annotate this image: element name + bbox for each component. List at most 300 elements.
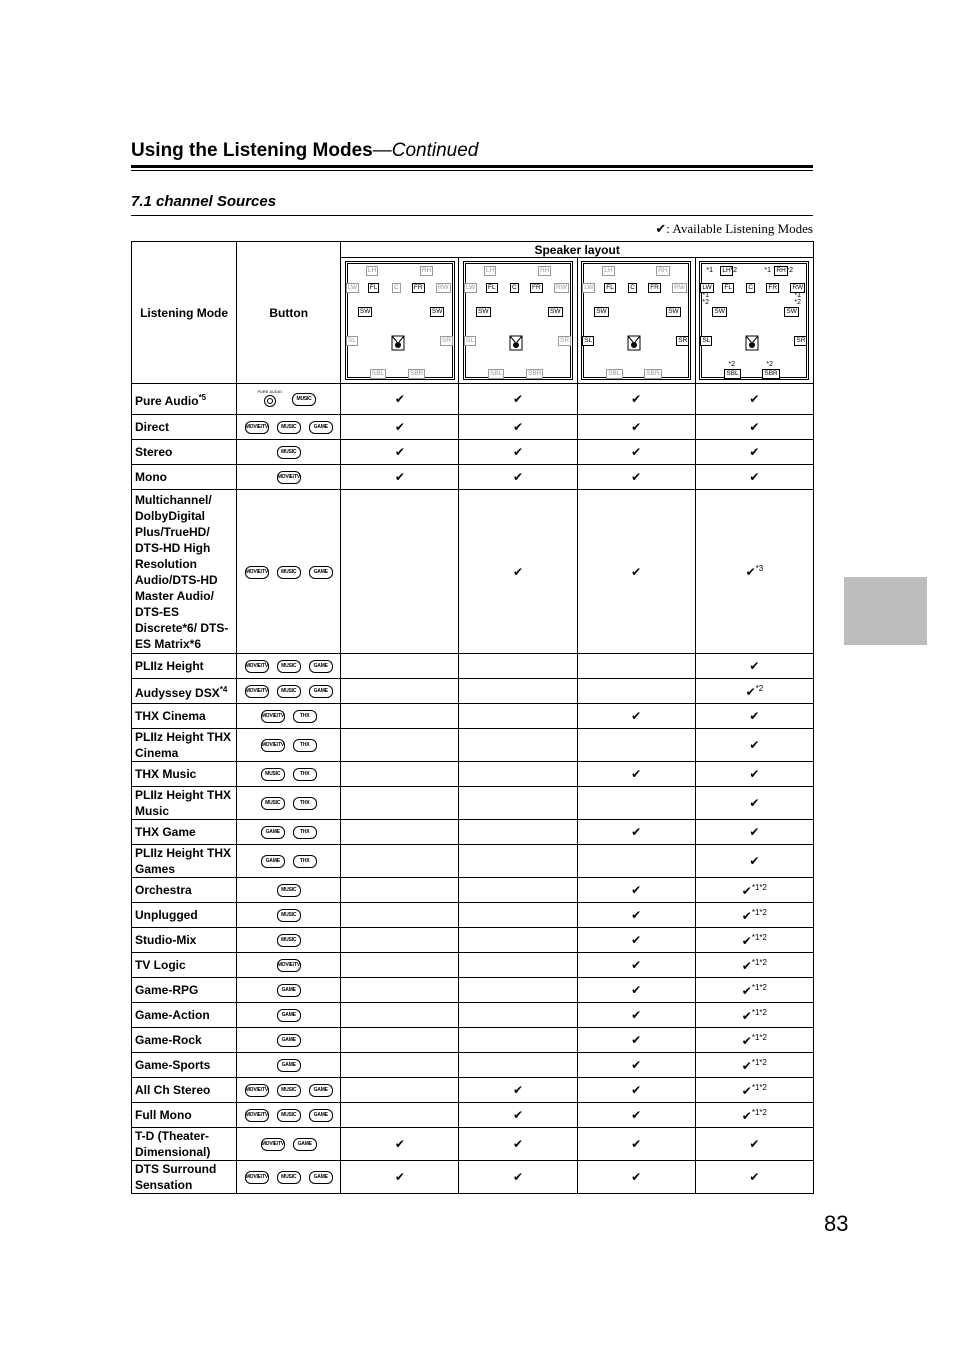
mode-label: Multichannel/ DolbyDigital Plus/TrueHD/ DTS-HD High Resolution Audio/DTS-HD Master Audio/ DTS-ES Discrete*6/ DTS-ES Matrix*6 [135, 492, 229, 651]
availability-cell [459, 787, 577, 820]
table-row [132, 704, 814, 729]
availability-cell [695, 903, 813, 928]
button-cell [237, 1103, 341, 1128]
check-icon: ✔ [631, 983, 642, 997]
availability-cell [577, 762, 695, 787]
speaker-sr: SR [560, 337, 570, 344]
check-icon: ✔ [749, 767, 760, 781]
availability-cell [695, 729, 813, 762]
music-button-icon: MUSIC [277, 446, 301, 459]
availability-cell [695, 415, 813, 440]
check-icon: ✔ [513, 1083, 524, 1097]
check-icon: ✔ [741, 1008, 752, 1023]
availability-cell [459, 1161, 577, 1194]
table-row [132, 1028, 814, 1053]
speaker-sbl: SBL [608, 370, 621, 377]
check-icon: ✔ [631, 709, 642, 723]
availability-cell [341, 845, 459, 878]
check-icon: ✔ [749, 470, 760, 484]
availability-cell [577, 704, 695, 729]
title-continued: —Continued [372, 140, 479, 161]
footnote-mark: *1*2 [751, 957, 767, 967]
availability-cell [341, 928, 459, 953]
availability-cell [577, 845, 695, 878]
mode-name [132, 787, 237, 820]
game-button-icon: GAME [277, 1059, 301, 1072]
availability-cell [577, 1128, 695, 1161]
availability-cell [459, 978, 577, 1003]
thx-button-icon: THX [293, 768, 317, 781]
availability-cell [459, 384, 577, 415]
header-rule-thin [131, 170, 813, 171]
speaker-sw: SW [786, 308, 797, 315]
speaker-sbr: SBR [528, 370, 542, 377]
button-cell [237, 490, 341, 654]
button-cell [237, 845, 341, 878]
speaker-sw: SW [596, 308, 607, 315]
availability-cell [577, 820, 695, 845]
movie-tv-button-icon: MOVIE/TV [245, 1084, 269, 1097]
check-icon: ✔ [513, 1108, 524, 1122]
check-icon: ✔ [631, 825, 642, 839]
pure-audio-button [257, 389, 282, 410]
speaker-rh: RH [421, 267, 432, 274]
speaker-sr: SR [441, 337, 451, 344]
check-icon: ✔ [741, 1083, 752, 1098]
movie-tv-button-icon: MOVIE/TV [245, 1109, 269, 1122]
availability-cell [341, 729, 459, 762]
mode-name [132, 1028, 237, 1053]
music-button-icon: MUSIC [277, 1171, 301, 1184]
check-icon: ✔ [631, 470, 642, 484]
speaker-c: C [393, 284, 399, 291]
availability-cell [341, 415, 459, 440]
mode-label: Studio-Mix [135, 933, 197, 947]
availability-cell [341, 490, 459, 654]
footnote-mark: *1*2 [751, 1107, 767, 1117]
check-icon: ✔ [631, 445, 642, 459]
availability-cell [341, 1161, 459, 1194]
table-row [132, 1161, 814, 1194]
movie-tv-button-icon: MOVIE/TV [277, 471, 301, 484]
check-icon: ✔ [631, 392, 642, 406]
availability-cell [341, 654, 459, 679]
availability-cell [695, 679, 813, 704]
availability-cell [459, 490, 577, 654]
availability-cell [695, 1103, 813, 1128]
availability-cell [695, 465, 813, 490]
table-row [132, 928, 814, 953]
speaker-sbr: SBR [764, 370, 778, 377]
availability-cell [459, 440, 577, 465]
speaker-fr: FR [413, 284, 423, 291]
availability-cell [341, 762, 459, 787]
check-icon: ✔ [394, 1137, 405, 1151]
mode-label: DTS Surround Sensation [135, 1162, 217, 1192]
listener-icon [508, 334, 524, 352]
speaker-lh: LH [722, 267, 731, 274]
check-icon: ✔ [741, 908, 752, 923]
availability-cell [695, 787, 813, 820]
footnote-mark: *2 [755, 683, 764, 693]
table-row [132, 679, 814, 704]
speaker-sw: SW [478, 308, 489, 315]
availability-cell [695, 953, 813, 978]
button-cell [237, 704, 341, 729]
button-cell [237, 878, 341, 903]
button-cell [237, 465, 341, 490]
footnote-mark: *1*2 [751, 1057, 767, 1067]
mode-name [132, 1078, 237, 1103]
check-icon: ✔ [749, 420, 760, 434]
availability-cell [459, 465, 577, 490]
check-icon: ✔ [631, 1170, 642, 1184]
speaker-sl: SL [347, 337, 356, 344]
availability-cell [577, 384, 695, 415]
button-cell [237, 903, 341, 928]
music-button-icon: MUSIC [277, 884, 301, 897]
mode-label: PLIIz Height THX Games [135, 846, 231, 876]
speaker-c: C [512, 284, 517, 291]
speaker-fr: FR [650, 284, 659, 291]
speaker-sw: SW [714, 308, 725, 315]
mode-label: PLIIz Height THX Cinema [135, 730, 231, 760]
availability-cell [577, 490, 695, 654]
game-button-icon: GAME [309, 421, 333, 434]
music-button-icon: MUSIC [277, 566, 301, 579]
availability-cell [341, 820, 459, 845]
mode-name [132, 878, 237, 903]
speaker-sbl: SBL [371, 370, 385, 377]
speaker-sbl: SBL [490, 370, 503, 377]
check-icon: ✔ [749, 445, 760, 459]
table-row [132, 978, 814, 1003]
availability-cell [577, 729, 695, 762]
legend [655, 221, 813, 237]
table-row [132, 787, 814, 820]
mode-label: Game-RPG [135, 983, 199, 997]
footnote-mark: *1 [794, 292, 802, 299]
table-row [132, 820, 814, 845]
music-button-icon: MUSIC [277, 934, 301, 947]
music-button-icon: MUSIC [277, 660, 301, 673]
button-cell [237, 440, 341, 465]
availability-cell [341, 903, 459, 928]
page-title [131, 139, 813, 163]
mode-label: PLIIz Height THX Music [135, 788, 231, 818]
table-row [132, 1053, 814, 1078]
game-button-icon: GAME [309, 685, 333, 698]
availability-cell [341, 1128, 459, 1161]
availability-cell [459, 1103, 577, 1128]
mode-name [132, 704, 237, 729]
availability-cell [341, 465, 459, 490]
check-icon: ✔ [631, 1083, 642, 1097]
speaker-rh: RH [776, 267, 786, 274]
mode-label: Pure Audio [135, 393, 199, 408]
speaker-fl: FL [606, 284, 614, 291]
speaker-layout-diagram [463, 261, 573, 380]
game-button-icon: GAME [261, 826, 285, 839]
mode-name [132, 903, 237, 928]
table-row [132, 1078, 814, 1103]
availability-cell [577, 787, 695, 820]
availability-cell [459, 820, 577, 845]
col-header-mode: Listening Mode [132, 242, 237, 384]
speaker-sbr: SBR [409, 370, 424, 377]
check-icon: ✔ [631, 1033, 642, 1047]
mode-label: Orchestra [135, 883, 192, 897]
table-row [132, 762, 814, 787]
button-cell [237, 787, 341, 820]
footnote-mark: *1*2 [751, 882, 767, 892]
availability-cell [695, 1078, 813, 1103]
mode-name [132, 1128, 237, 1161]
button-cell [237, 1028, 341, 1053]
footnote-mark: *2 [730, 267, 738, 274]
speaker-sr: SR [678, 337, 688, 344]
button-cell [237, 679, 341, 704]
movie-tv-button-icon: MOVIE/TV [277, 959, 301, 972]
check-icon: ✔ [749, 1137, 760, 1151]
availability-cell [577, 903, 695, 928]
speaker-lw: LW [702, 284, 712, 291]
speaker-sw: SW [550, 308, 561, 315]
button-cell [237, 1128, 341, 1161]
speaker-rh: RH [540, 267, 550, 274]
check-icon: ✔ [631, 958, 642, 972]
speaker-fr: FR [768, 284, 778, 291]
check-icon: ✔ [513, 445, 524, 459]
game-button-icon: GAME [293, 1138, 317, 1151]
speaker-lw: LW [466, 284, 476, 291]
availability-cell [341, 679, 459, 704]
mode-label: Unplugged [135, 908, 198, 922]
availability-cell [459, 1128, 577, 1161]
button-cell [237, 415, 341, 440]
availability-cell [459, 1053, 577, 1078]
section-rule [131, 215, 813, 216]
legend-text: : Available Listening Modes [666, 221, 813, 236]
mode-label: Mono [135, 470, 167, 484]
check-icon: ✔ [749, 709, 760, 723]
availability-cell [577, 654, 695, 679]
check-icon: ✔ [631, 1137, 642, 1151]
speaker-fl: FL [369, 284, 378, 291]
speaker-c: C [630, 284, 635, 291]
room-outline [701, 263, 807, 378]
footnote-mark: *1 [764, 267, 772, 274]
mode-label: Game-Sports [135, 1058, 211, 1072]
movie-tv-button-icon: MOVIE/TV [261, 710, 285, 723]
speaker-sw: SW [668, 308, 679, 315]
button-cell [237, 762, 341, 787]
check-icon: ✔ [741, 983, 752, 998]
speaker-layout-diagram [581, 261, 691, 380]
check-icon: ✔ [741, 1108, 752, 1123]
table-row [132, 440, 814, 465]
availability-cell [341, 1003, 459, 1028]
music-button-icon: MUSIC [261, 768, 285, 781]
speaker-fl: FL [724, 284, 732, 291]
pure-audio-label: PURE AUDIO [257, 388, 283, 394]
button-cell [237, 729, 341, 762]
footnote-mark: *3 [755, 564, 764, 573]
check-icon: ✔ [513, 392, 524, 406]
listening-modes-table [131, 241, 814, 1194]
availability-cell [577, 1103, 695, 1128]
availability-cell [695, 878, 813, 903]
availability-cell [577, 1161, 695, 1194]
game-button-icon: GAME [277, 984, 301, 997]
listener-icon [744, 334, 760, 352]
speaker-sr: SR [796, 337, 806, 344]
check-icon: ✔ [631, 1108, 642, 1122]
speaker-sw: SW [431, 308, 443, 315]
availability-cell [341, 953, 459, 978]
footnote-mark: *1 [706, 267, 714, 274]
availability-cell [341, 787, 459, 820]
mode-name [132, 1103, 237, 1128]
button-cell [237, 1053, 341, 1078]
check-icon: ✔ [631, 933, 642, 947]
mode-label: Stereo [135, 445, 173, 459]
availability-cell [459, 903, 577, 928]
mode-name [132, 729, 237, 762]
availability-cell [341, 384, 459, 415]
availability-cell [577, 1028, 695, 1053]
availability-cell [459, 729, 577, 762]
movie-tv-button-icon: MOVIE/TV [245, 421, 269, 434]
availability-cell [459, 878, 577, 903]
game-button-icon: GAME [309, 1109, 333, 1122]
availability-cell [459, 762, 577, 787]
check-icon: ✔ [394, 445, 405, 459]
table-row [132, 878, 814, 903]
availability-cell [695, 490, 813, 654]
availability-cell [459, 928, 577, 953]
pure-audio-icon [264, 395, 276, 407]
movie-tv-button-icon: MOVIE/TV [245, 685, 269, 698]
availability-cell [695, 1161, 813, 1194]
check-icon: ✔ [394, 392, 405, 406]
mode-label: Full Mono [135, 1108, 192, 1122]
footnote-mark: *1*2 [751, 1082, 767, 1092]
availability-cell [459, 415, 577, 440]
header-rule [131, 165, 813, 168]
speaker-layout-diagram [699, 261, 809, 380]
thx-button-icon: THX [293, 797, 317, 810]
footnote-mark: *5 [198, 392, 207, 402]
check-icon: ✔ [394, 1170, 405, 1184]
mode-name [132, 1161, 237, 1194]
game-button-icon: GAME [261, 855, 285, 868]
check-icon: ✔ [749, 825, 760, 839]
speaker-layout-cell [341, 258, 459, 384]
availability-cell [695, 820, 813, 845]
speaker-fr: FR [532, 284, 541, 291]
check-icon: ✔ [513, 470, 524, 484]
button-cell [237, 384, 341, 415]
check-icon: ✔ [631, 1008, 642, 1022]
mode-name [132, 465, 237, 490]
check-icon: ✔ [631, 564, 642, 579]
availability-cell [577, 978, 695, 1003]
availability-cell [695, 1003, 813, 1028]
check-icon: ✔ [741, 883, 752, 898]
button-cell [237, 1161, 341, 1194]
table-row [132, 490, 814, 654]
availability-cell [695, 1028, 813, 1053]
mode-name [132, 978, 237, 1003]
speaker-rw: RW [556, 284, 567, 291]
mode-label: THX Cinema [135, 709, 206, 723]
mode-label: All Ch Stereo [135, 1083, 211, 1097]
col-header-button: Button [237, 242, 341, 384]
mode-name [132, 1003, 237, 1028]
speaker-sl: SL [584, 337, 593, 344]
speaker-sl: SL [702, 337, 711, 344]
col-header-speaker-layout: Speaker layout [341, 242, 814, 258]
thx-button-icon: THX [293, 710, 317, 723]
availability-cell [341, 440, 459, 465]
availability-cell [459, 1078, 577, 1103]
availability-cell [695, 704, 813, 729]
title-text: Using the Listening Modes [131, 140, 373, 161]
check-icon: ✔ [513, 564, 524, 579]
footnote-mark: *1 [702, 292, 710, 299]
speaker-layout-diagram [345, 261, 455, 380]
table-row [132, 953, 814, 978]
footnote-mark: *2 [786, 267, 794, 274]
speaker-sl: SL [466, 337, 474, 344]
check-icon: ✔ [631, 420, 642, 434]
room-outline [465, 263, 571, 378]
game-button-icon: GAME [309, 1171, 333, 1184]
mode-name [132, 762, 237, 787]
availability-cell [695, 845, 813, 878]
game-button-icon: GAME [277, 1034, 301, 1047]
room-outline [583, 263, 689, 378]
mode-label: THX Music [135, 767, 197, 781]
table-row [132, 903, 814, 928]
availability-cell [577, 1078, 695, 1103]
availability-cell [341, 1103, 459, 1128]
game-button-icon: GAME [309, 566, 333, 579]
footnote-mark: *1*2 [751, 1032, 767, 1042]
availability-cell [577, 440, 695, 465]
footnote-mark: *2 [766, 361, 774, 368]
movie-tv-button-icon: MOVIE/TV [261, 1138, 285, 1151]
availability-cell [459, 1028, 577, 1053]
mode-name [132, 820, 237, 845]
music-button-icon: MUSIC [277, 685, 301, 698]
check-icon: ✔ [749, 659, 760, 673]
availability-cell [577, 953, 695, 978]
footnote-mark: *1*2 [751, 932, 767, 942]
speaker-lw: LW [347, 284, 358, 291]
table-row [132, 1128, 814, 1161]
availability-cell [459, 654, 577, 679]
movie-tv-button-icon: MOVIE/TV [245, 1171, 269, 1184]
music-button-icon: MUSIC [277, 1109, 301, 1122]
music-button-icon: MUSIC [292, 393, 316, 406]
table-row [132, 465, 814, 490]
availability-cell [459, 953, 577, 978]
check-icon: ✔ [749, 796, 760, 810]
availability-cell [695, 1128, 813, 1161]
speaker-lh: LH [367, 267, 377, 274]
